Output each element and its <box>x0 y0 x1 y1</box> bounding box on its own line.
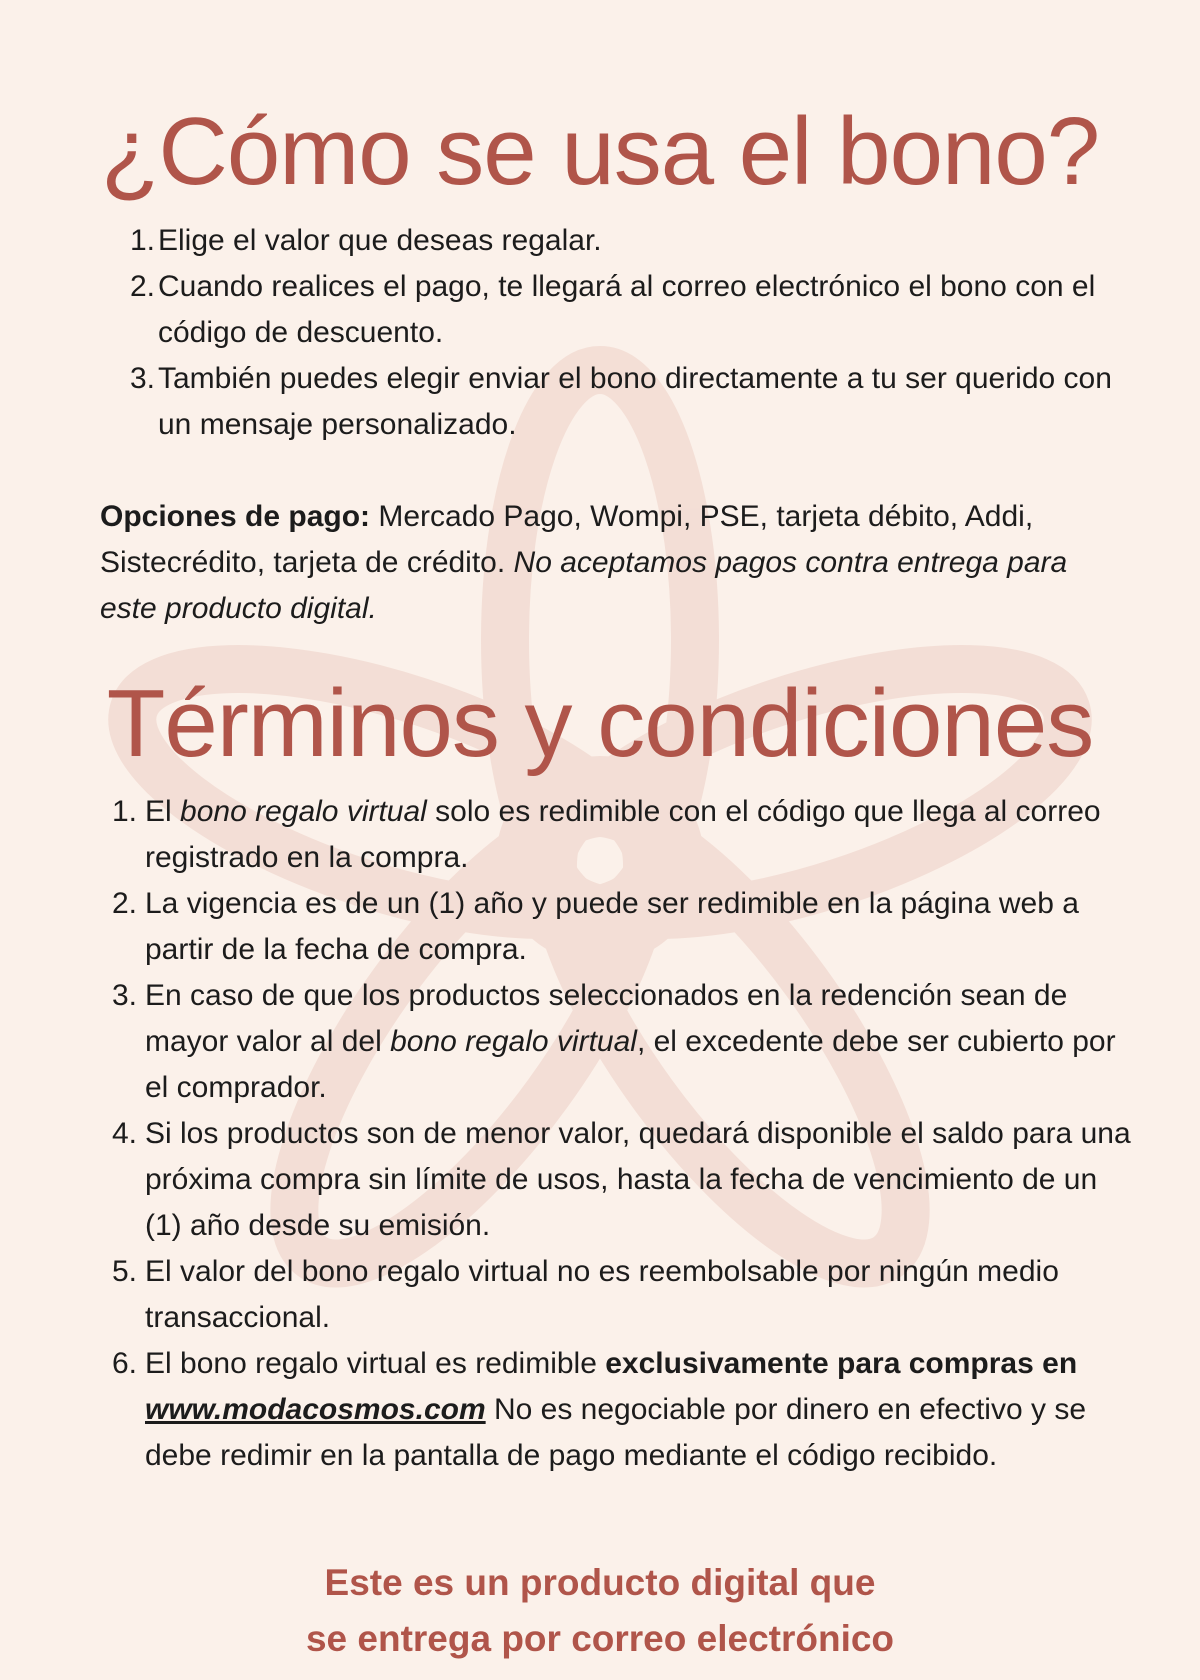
item-number: 5. <box>112 1255 138 1288</box>
item-number: 3. <box>130 362 156 395</box>
list-item <box>128 356 1128 448</box>
list-item <box>112 1341 1132 1479</box>
bold-segment: exclusivamente para compras en <box>605 1347 1078 1380</box>
item-text <box>145 795 1101 874</box>
item-text: Si los productos son de menor valor, quedará disponible el saldo para una próxima compra sin límite de usos, hasta la fecha de vencimiento de un (1) año desde su emisión. <box>145 1117 1131 1242</box>
list-item <box>112 881 1132 973</box>
italic-segment: bono regalo virtual <box>390 1025 637 1058</box>
text-segment: No es negociable por dinero en efectivo y se debe redimir en la pantalla de pago mediante el código recibido. <box>145 1393 1087 1472</box>
text-segment: , el excedente debe ser cubierto por el comprador. <box>145 1025 1116 1104</box>
item-number: 1. <box>112 795 138 828</box>
item-number: 2. <box>130 270 156 303</box>
payment-options <box>100 494 1100 632</box>
usage-steps-list <box>128 218 1128 448</box>
digital-product-notice <box>0 1555 1200 1667</box>
item-number: 2. <box>112 887 138 920</box>
notice-line-2: se entrega por correo electrónico <box>305 1618 895 1659</box>
italic-segment: bono regalo virtual <box>180 795 427 828</box>
notice-line-1: Este es un producto digital que <box>324 1562 876 1603</box>
list-item <box>128 218 1128 264</box>
list-item <box>128 264 1128 356</box>
item-text: Cuando realices el pago, te llegará al correo electrónico el bono con el código de descuento. <box>158 270 1096 349</box>
text-segment: El <box>145 795 181 828</box>
item-text <box>145 1347 1086 1472</box>
list-item <box>112 1111 1132 1249</box>
item-text: Elige el valor que deseas regalar. <box>158 224 602 257</box>
payment-note: No aceptamos pagos contra entrega para este producto digital. <box>100 546 1068 625</box>
item-number: 1. <box>130 224 156 257</box>
payment-methods: Mercado Pago, Wompi, PSE, tarjeta débito, Addi, Sistecrédito, tarjeta de crédito. <box>100 500 1034 579</box>
text-segment: solo es redimible con el código que llega al correo registrado en la compra. <box>145 795 1101 874</box>
list-item <box>112 1249 1132 1341</box>
terms-list <box>112 789 1132 1479</box>
item-text: También puedes elegir enviar el bono directamente a tu ser querido con un mensaje personalizado. <box>158 362 1112 441</box>
item-text <box>145 979 1116 1104</box>
text-segment: El bono regalo virtual es redimible <box>145 1347 606 1380</box>
terms-title: Términos y condiciones <box>106 670 1094 777</box>
text-segment: En caso de que los productos seleccionados en la redención sean de mayor valor al del <box>145 979 1068 1058</box>
usage-title: ¿Cómo se usa el bono? <box>100 98 1100 205</box>
website-link[interactable]: www.modacosmos.com <box>145 1393 486 1426</box>
item-number: 6. <box>112 1347 138 1380</box>
item-text: El valor del bono regalo virtual no es reembolsable por ningún medio transaccional. <box>145 1255 1059 1334</box>
payment-label: Opciones de pago: <box>100 500 371 533</box>
list-item <box>112 789 1132 881</box>
item-text: La vigencia es de un (1) año y puede ser redimible en la página web a partir de la fecha de compra. <box>145 887 1079 966</box>
item-number: 3. <box>112 979 138 1012</box>
list-item <box>112 973 1132 1111</box>
item-number: 4. <box>112 1117 138 1150</box>
